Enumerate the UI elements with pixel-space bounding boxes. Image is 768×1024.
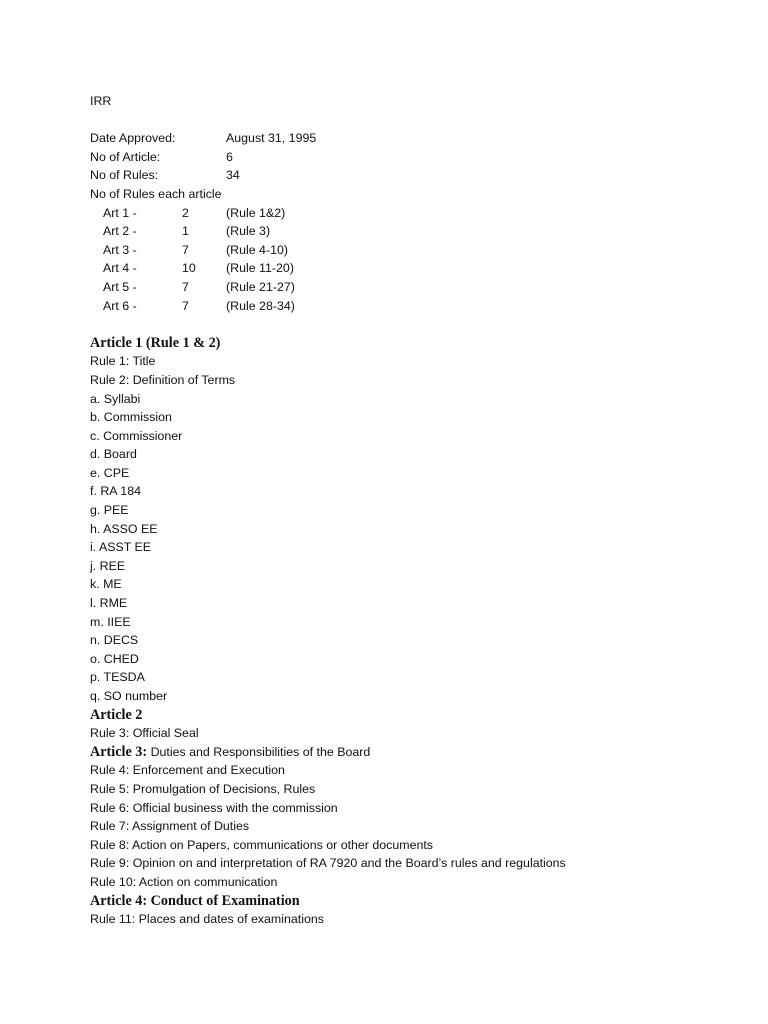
list-item: Rule 4: Enforcement and Execution (90, 763, 285, 778)
article-count-rules: (Rule 11-20) (226, 261, 294, 276)
list-item: Rule 9: Opinion on and interpretation of RA 7920 and the Board’s rules and regulations (90, 856, 566, 871)
date-approved-row (90, 129, 710, 148)
no-of-article-label: No of Article: (90, 149, 161, 164)
article-4-heading: Article 4: Conduct of Examination (90, 892, 300, 909)
article-count-row (90, 222, 710, 241)
article-2-heading: Article 2 (90, 706, 143, 723)
document-title: IRR (90, 94, 112, 108)
no-of-article-row (90, 148, 710, 167)
list-item: b. Commission (90, 410, 172, 425)
list-item: f. RA 184 (90, 484, 141, 499)
article-count-art: Art 4 - (103, 261, 137, 276)
list-item: i. ASST EE (90, 540, 152, 555)
rules-each-article-label: No of Rules each article (90, 186, 222, 201)
list-item: k. ME (90, 577, 122, 592)
article-count-rules: (Rule 28-34) (226, 298, 295, 313)
article-count-rules: (Rule 21-27) (226, 279, 295, 294)
article-count-art: Art 1 - (103, 205, 137, 220)
article-count-row (90, 278, 710, 297)
list-item: a. Syllabi (90, 391, 141, 406)
article-count-number: 7 (182, 279, 189, 294)
article-3-rules-list (90, 761, 710, 891)
article-3-heading-text: Duties and Responsibilities of the Board (147, 744, 371, 759)
article-count-number: 10 (182, 261, 196, 276)
list-item: h. ASSO EE (90, 521, 158, 536)
list-item: n. DECS (90, 633, 139, 648)
list-item: o. CHED (90, 651, 139, 666)
no-of-rules-row (90, 166, 710, 185)
spacer (90, 111, 710, 130)
article-count-row (90, 297, 710, 316)
list-item: g. PEE (90, 503, 129, 518)
article-count-number: 2 (182, 205, 189, 220)
article-count-number: 7 (182, 298, 189, 313)
article-count-number: 7 (182, 242, 189, 257)
date-approved-label: Date Approved: (90, 131, 176, 146)
list-item: c. Commissioner (90, 428, 183, 443)
article-counts-table (90, 204, 710, 316)
article-count-row (90, 241, 710, 260)
article-count-art: Art 3 - (103, 242, 137, 257)
list-item: e. CPE (90, 465, 130, 480)
list-item: Rule 6: Official business with the commission (90, 800, 338, 815)
list-item: d. Board (90, 447, 137, 462)
list-item: Rule 5: Promulgation of Decisions, Rules (90, 781, 316, 796)
date-approved-value: August 31, 1995 (226, 131, 317, 146)
list-item: p. TESDA (90, 670, 145, 685)
list-item: Rule 10: Action on communication (90, 874, 278, 889)
article-count-art: Art 2 - (103, 224, 137, 239)
article-count-row (90, 259, 710, 278)
list-item: j. REE (90, 558, 126, 573)
list-item: Rule 8: Action on Papers, communications or other documents (90, 837, 433, 852)
list-item: Rule 7: Assignment of Duties (90, 819, 250, 834)
no-of-rules-value: 34 (226, 168, 240, 183)
rule-3: Rule 3: Official Seal (90, 726, 199, 741)
article-count-rules: (Rule 1&2) (226, 205, 286, 220)
article-3-heading-label: Article 3: (90, 743, 148, 760)
article-1-heading: Article 1 (Rule 1 & 2) (90, 334, 221, 351)
definition-terms-list (90, 390, 710, 706)
article-count-row (90, 204, 710, 223)
article-count-art: Art 5 - (103, 279, 137, 294)
rule-1: Rule 1: Title (90, 354, 156, 369)
list-item: l. RME (90, 596, 128, 611)
article-count-rules: (Rule 4-10) (226, 242, 288, 257)
document-page (90, 92, 710, 929)
article-count-number: 1 (182, 224, 189, 239)
list-item: m. IIEE (90, 614, 131, 629)
article-count-rules: (Rule 3) (226, 224, 271, 239)
no-of-rules-label: No of Rules: (90, 168, 159, 183)
spacer (90, 315, 710, 334)
rule-2: Rule 2: Definition of Terms (90, 372, 236, 387)
article-count-art: Art 6 - (103, 298, 137, 313)
article-3-heading (90, 743, 710, 762)
no-of-article-value: 6 (226, 149, 233, 164)
rule-11: Rule 11: Places and dates of examinations (90, 912, 324, 927)
list-item: q. SO number (90, 689, 168, 703)
